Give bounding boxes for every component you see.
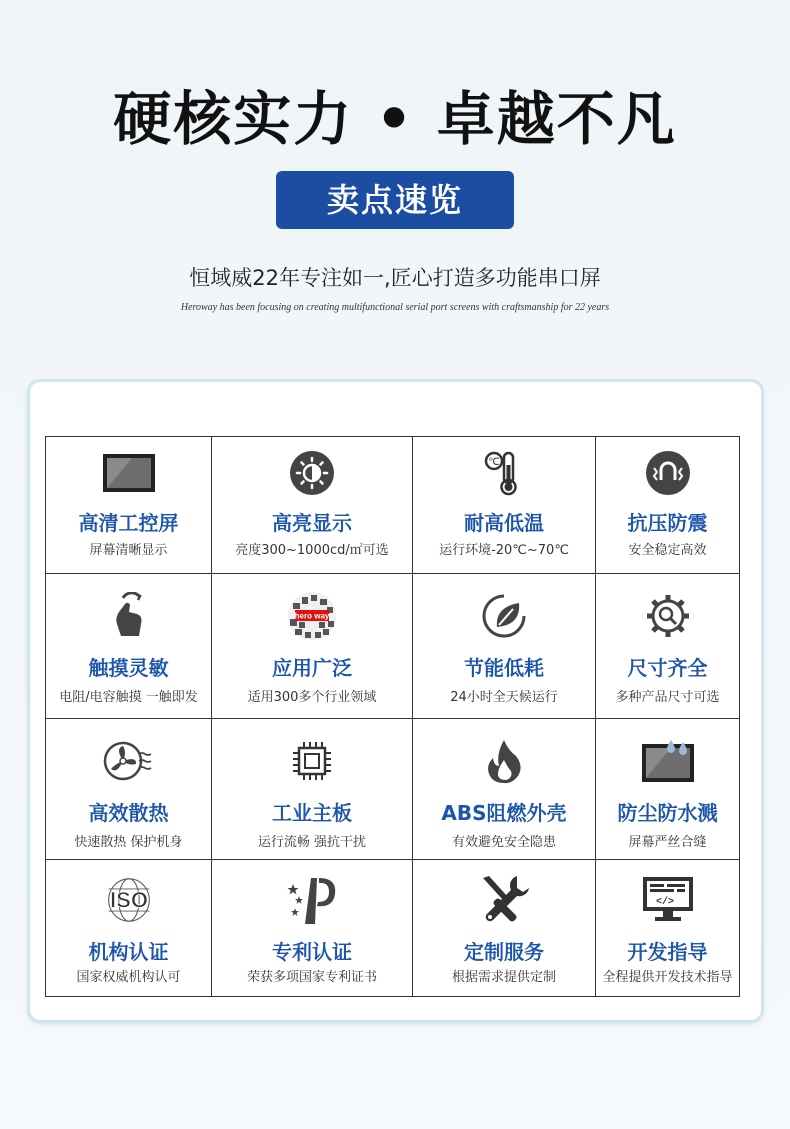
- feature-title: 触摸灵敏: [88, 656, 169, 680]
- feature-title: 工业主板: [272, 801, 352, 825]
- feature-title: 防尘防水溅: [617, 801, 718, 825]
- feature-cell: [212, 860, 413, 997]
- feature-cell: [596, 437, 740, 574]
- gear-search-icon: [640, 592, 696, 640]
- feature-title: 定制服务: [464, 940, 544, 964]
- feature-title: ABS阻燃外壳: [441, 801, 567, 825]
- feature-cell: [596, 860, 740, 997]
- subtitle-english: Heroway has been focusing on creating multifunctional serial port screens with craftsmanship for 22 years: [180, 302, 610, 313]
- feature-cell: [46, 719, 212, 860]
- subtitle: 恒域威22年专注如一,匠心打造多功能串口屏: [189, 266, 601, 290]
- section-badge: 卖点速览: [276, 171, 514, 229]
- feature-desc: 有效避免安全隐患: [451, 835, 556, 850]
- feature-cell: [212, 574, 413, 719]
- feature-title: 专利认证: [272, 940, 352, 964]
- patent-icon: [284, 876, 340, 924]
- feature-title: 应用广泛: [272, 656, 352, 680]
- feature-desc: 屏幕清晰显示: [89, 543, 168, 558]
- leaf-icon: [476, 592, 532, 640]
- feature-title: 开发指导: [627, 940, 708, 964]
- feature-cell: [596, 719, 740, 860]
- feature-title: 高亮显示: [272, 511, 352, 535]
- touch-hand-icon: [101, 592, 157, 640]
- feature-cell: [413, 860, 596, 997]
- feature-title: 高清工控屏: [78, 511, 179, 535]
- fan-icon: [101, 737, 157, 785]
- feature-cell: [46, 574, 212, 719]
- feature-cell: [212, 437, 413, 574]
- feature-desc: 荣获多项国家专利证书: [246, 970, 377, 985]
- tools-icon: [476, 876, 532, 924]
- feature-cell: [46, 860, 212, 997]
- flame-icon: [476, 737, 532, 785]
- applications-icon-text: hero way: [294, 611, 330, 621]
- feature-desc: 适用300多个行业领域: [247, 690, 377, 705]
- feature-desc: 国家权威机构认可: [76, 970, 181, 985]
- feature-desc: 根据需求提供定制: [451, 970, 556, 985]
- feature-desc: 24小时全天候运行: [450, 690, 558, 705]
- feature-title: 节能低耗: [464, 656, 544, 680]
- iso-icon-text: ISO: [109, 887, 148, 913]
- feature-title: 耐高低温: [464, 511, 544, 535]
- feature-desc: 多种产品尺寸可选: [615, 690, 720, 705]
- feature-desc: 电阻/电容触摸 一触即发: [59, 690, 198, 705]
- screen-icon: [101, 449, 157, 497]
- feature-desc: 快速散热 保护机身: [74, 835, 183, 850]
- feature-cell: [212, 719, 413, 860]
- code-monitor-icon: [640, 876, 696, 924]
- feature-desc: 运行环境-20℃~70℃: [439, 543, 569, 558]
- headline: 硬核实力 • 卓越不凡: [113, 85, 677, 153]
- applications-icon: [284, 592, 340, 640]
- feature-cell: [413, 437, 596, 574]
- chip-icon: [284, 737, 340, 785]
- waterproof-screen-icon: [640, 737, 696, 785]
- feature-title: 抗压防震: [627, 511, 708, 535]
- feature-cell: [413, 574, 596, 719]
- feature-cell: [413, 719, 596, 860]
- brightness-icon: [284, 449, 340, 497]
- svg-text:</>: </>: [655, 897, 674, 908]
- feature-cell: [596, 574, 740, 719]
- feature-desc: 安全稳定高效: [628, 543, 707, 558]
- feature-desc: 运行流畅 强抗干扰: [257, 835, 367, 850]
- feature-title: 尺寸齐全: [627, 656, 708, 680]
- feature-title: 高效散热: [88, 801, 169, 825]
- feature-desc: 亮度300~1000cd/㎡可选: [235, 543, 389, 558]
- feature-desc: 屏幕严丝合缝: [628, 835, 707, 850]
- thermometer-icon: [476, 449, 532, 497]
- features-grid: [45, 436, 740, 997]
- shock-icon: [640, 449, 696, 497]
- iso-icon: [101, 876, 157, 924]
- feature-title: 机构认证: [88, 940, 169, 964]
- feature-desc: 全程提供开发技术指导: [602, 970, 733, 985]
- feature-cell: [46, 437, 212, 574]
- svg-text:℃: ℃: [488, 457, 500, 468]
